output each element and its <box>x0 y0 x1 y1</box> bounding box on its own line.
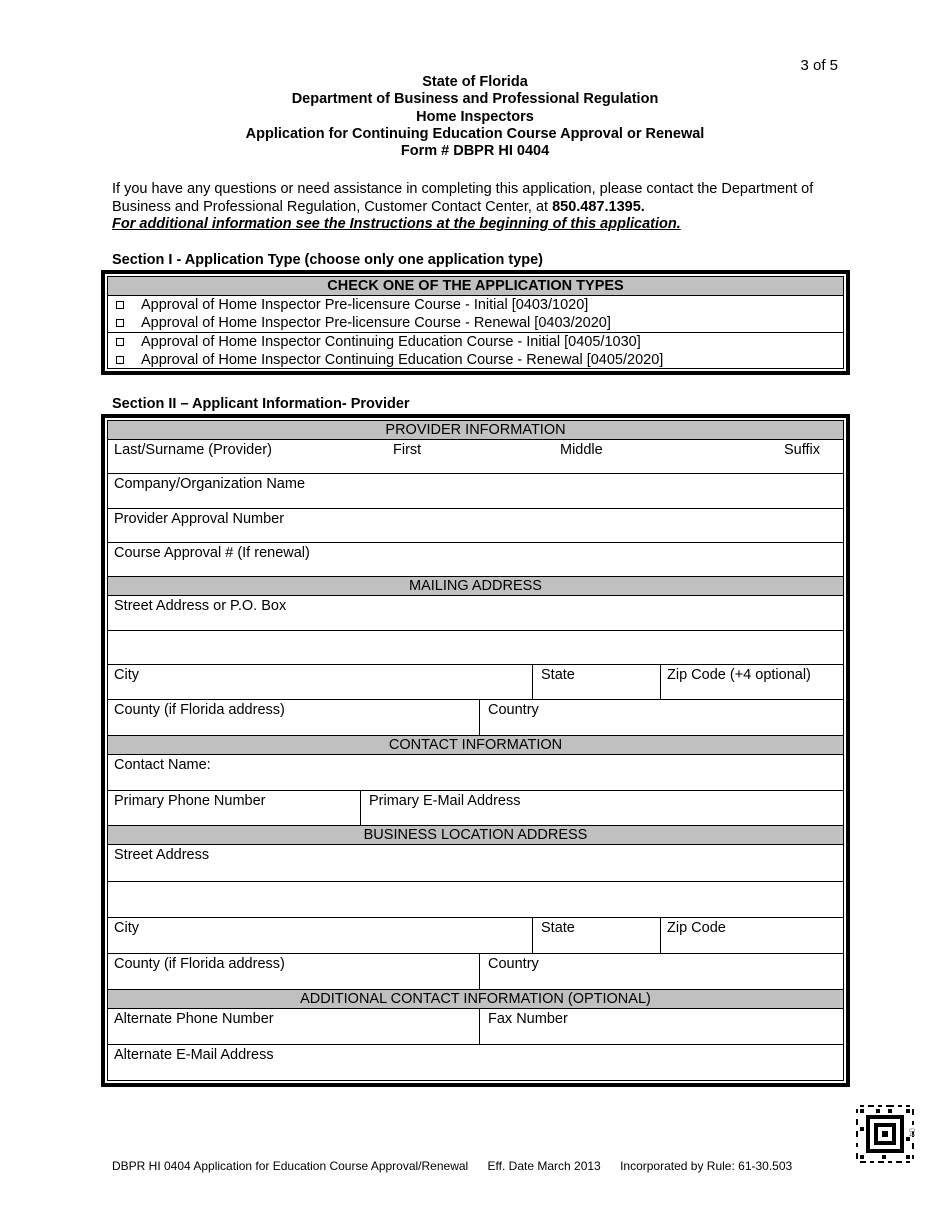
mailing-address-band: MAILING ADDRESS <box>108 577 843 596</box>
section1-title: Section I - Application Type (choose only one application type) <box>112 252 544 268</box>
mailing-city-field[interactable]: City <box>114 667 139 683</box>
first-name-label: First <box>393 442 422 458</box>
business-city-field[interactable]: City <box>114 920 139 936</box>
business-street-line2-field[interactable] <box>108 882 843 918</box>
mailing-state-field[interactable]: State <box>532 665 660 699</box>
applicant-information-box <box>101 414 850 1087</box>
application-type-option[interactable]: Approval of Home Inspector Continuing Education Course - Initial [0405/1030] <box>108 333 843 351</box>
application-type-option[interactable]: Approval of Home Inspector Continuing Education Course - Renewal [0405/2020] <box>108 351 843 369</box>
business-county-field[interactable]: County (if Florida address) <box>114 956 285 972</box>
mailing-street-line2-field[interactable] <box>108 631 843 665</box>
checkbox-icon[interactable] <box>116 301 124 309</box>
footer-form-title: DBPR HI 0404 Application for Education Course Approval/Renewal <box>112 1159 469 1173</box>
business-country-field[interactable]: Country <box>479 954 843 989</box>
page-footer <box>112 1159 808 1173</box>
fax-number-field[interactable]: Fax Number <box>479 1009 843 1044</box>
application-type-option[interactable]: Approval of Home Inspector Pre-licensure Course - Initial [0403/1020] <box>108 296 843 314</box>
middle-name-label: Middle <box>560 442 603 458</box>
header-state: State of Florida <box>422 74 528 90</box>
checkbox-icon[interactable] <box>116 319 124 327</box>
provider-name-row[interactable] <box>108 440 843 474</box>
additional-contact-band: ADDITIONAL CONTACT INFORMATION (OPTIONAL) <box>108 990 843 1009</box>
alternate-phone-field[interactable]: Alternate Phone Number <box>114 1011 274 1027</box>
header-application-title: Application for Continuing Education Course Approval or Renewal <box>245 125 705 142</box>
checkbox-icon[interactable] <box>116 356 124 364</box>
contact-phone: 850.487.1395. <box>552 198 645 215</box>
header-profession: Home Inspectors <box>416 108 534 125</box>
mailing-city-row <box>108 665 843 700</box>
business-zip-field[interactable]: Zip Code <box>660 918 843 953</box>
qr-code-icon <box>856 1105 914 1163</box>
mailing-county-row <box>108 700 843 736</box>
business-location-band: BUSINESS LOCATION ADDRESS <box>108 826 843 845</box>
section2-title: Section II – Applicant Information- Provider <box>112 396 410 412</box>
alternate-email-field[interactable]: Alternate E-Mail Address <box>114 1047 274 1063</box>
header-department: Department of Business and Professional Regulation <box>291 91 659 108</box>
primary-email-field[interactable]: Primary E-Mail Address <box>360 791 843 825</box>
course-approval-number-field[interactable]: Course Approval # (If renewal) <box>108 543 843 577</box>
footer-rule: Incorporated by Rule: 61-30.503 <box>620 1159 793 1173</box>
application-type-option[interactable]: Approval of Home Inspector Pre-licensure Course - Renewal [0403/2020] <box>108 314 843 332</box>
application-type-box <box>101 270 850 375</box>
mailing-country-field[interactable]: Country <box>479 700 843 735</box>
application-type-header: CHECK ONE OF THE APPLICATION TYPES <box>108 277 843 296</box>
mailing-street-field[interactable]: Street Address or P.O. Box <box>108 596 843 631</box>
alternate-phone-fax-row <box>108 1009 843 1045</box>
intro-text: If you have any questions or need assistance in completing this application, please contact the Department of Business and Professional Regulation, Customer Contact Center, at <box>112 181 814 215</box>
qr-label: 04 <box>907 1128 916 1137</box>
mailing-zip-field[interactable]: Zip Code (+4 optional) <box>660 665 843 699</box>
provider-information-band: PROVIDER INFORMATION <box>108 421 843 440</box>
business-county-row <box>108 954 843 990</box>
provider-approval-number-field[interactable]: Provider Approval Number <box>108 509 843 543</box>
mailing-county-field[interactable]: County (if Florida address) <box>114 702 285 718</box>
company-name-field[interactable]: Company/Organization Name <box>108 474 843 509</box>
business-street-field[interactable]: Street Address <box>108 845 843 882</box>
suffix-label: Suffix <box>784 442 821 458</box>
contact-phone-email-row <box>108 791 843 826</box>
last-name-label: Last/Surname (Provider) <box>114 442 272 458</box>
checkbox-icon[interactable] <box>116 338 124 346</box>
form-header <box>0 74 950 160</box>
instructions-note: For additional information see the Instructions at the beginning of this application. <box>112 216 681 232</box>
contact-name-field[interactable]: Contact Name: <box>108 755 843 791</box>
contact-information-band: CONTACT INFORMATION <box>108 736 843 755</box>
page-number: 3 of 5 <box>800 57 838 74</box>
business-state-field[interactable]: State <box>532 918 660 953</box>
intro-paragraph <box>112 181 832 234</box>
primary-phone-field[interactable]: Primary Phone Number <box>114 793 266 809</box>
footer-effective-date: Eff. Date March 2013 <box>487 1159 601 1173</box>
business-city-row <box>108 918 843 954</box>
header-form-number: Form # DBPR HI 0404 <box>400 143 550 160</box>
